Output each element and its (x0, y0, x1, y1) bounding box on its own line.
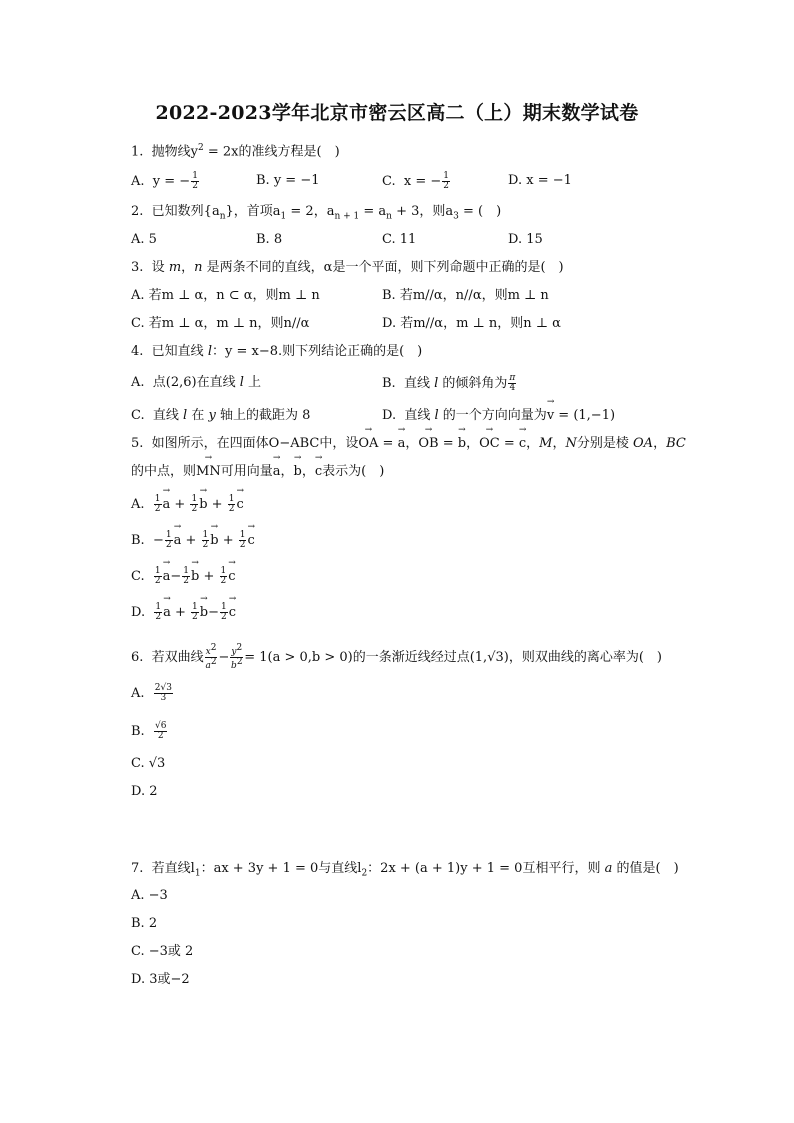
q2-option-a: A. 5 (131, 232, 157, 247)
q4-option-d: D. 直线 l 的一个方向向量为→ v = (1,−1) (382, 407, 615, 425)
q2-option-d: D. 15 (508, 232, 543, 247)
question-1: 1. 抛物线$y^2 = 2x$的准线方程是( ) (131, 143, 340, 160)
q3-option-b: B. 若m//α，n//α，则m ⊥ n (382, 288, 549, 303)
question-3: 3. 设 m，n 是两条不同的直线，α是一个平面，则下列命题中正确的是( ) (131, 260, 564, 275)
q2-option-c: C. 11 (382, 232, 417, 247)
q7-option-d: D. 3或−2 (131, 972, 190, 987)
q7-option-b: B. 2 (131, 916, 158, 931)
q1-option-b: B. y = −1 (256, 173, 320, 188)
q7-option-c: C. −3或 2 (131, 944, 194, 959)
q4-option-a: A. 点(2,6)在直线 l 上 (131, 375, 262, 390)
q7-option-a: A. −3 (131, 888, 168, 903)
q1-option-c: C. x = − $\frac{1}{2}$ (382, 171, 449, 191)
question-5: 5. 如图所示，在四面体O−ABC中，设→ OA = → a，→ OB = → b，→ OC = → c，M，N分别是棱 OA，BC (131, 435, 686, 453)
q1-option-a: A. y = − $\frac{1}{2}$ (131, 171, 198, 191)
q6-option-d: D. 2 (131, 784, 158, 799)
q3-option-a: A. 若m ⊥ α，n ⊂ α，则m ⊥ n (131, 288, 320, 303)
q5-option-b: B. − $\frac{1}{2}$ → a + $\frac{1}{2}$ → b + $\frac{1}{2}$ → c (131, 531, 255, 550)
question-6: 6. 若双曲线 $\frac{x^2}{a^2}$ − $\frac{y^2}{b^2}$ = 1(a > 0,b > 0)的一条渐近线经过点(1,√3)，则双曲线的离心率为( ) (131, 643, 662, 671)
q6-option-a: A. $\frac{2√3}{3}$ (131, 683, 172, 703)
q5-option-d: D. $\frac{1}{2}$ → a + $\frac{1}{2}$ → b− $\frac{1}{2}$ → c (131, 603, 236, 622)
q3-option-c: C. 若m ⊥ α，m ⊥ n，则n//α (131, 316, 310, 331)
question-4: 4. 已知直线 l：y = x−8.则下列结论正确的是( ) (131, 344, 423, 359)
q2-option-b: B. 8 (256, 232, 283, 247)
q5-option-a: A. $\frac{1}{2}$ → a + $\frac{1}{2}$ → b + $\frac{1}{2}$ → c (131, 495, 244, 514)
q4-option-b: B. 直线 l 的倾斜角为 $\frac{\pi}{4}$ (382, 373, 516, 393)
q5-option-c: C. $\frac{1}{2}$ → a− $\frac{1}{2}$ → b + $\frac{1}{2}$ → c (131, 567, 236, 586)
q6-option-c: C. √3 (131, 756, 166, 771)
q1-option-d: D. x = −1 (508, 173, 572, 188)
exam-title: 2022-2023学年北京市密云区高二（上）期末数学试卷 (155, 102, 639, 124)
question-7: 7. 若直线$l_1$：ax + 3y + 1 = 0与直线$l_2$：2x + (a + 1)y + 1 = 0互相平行，则 a 的值是( ) (131, 861, 679, 879)
q4-option-c: C. 直线 l 在 y 轴上的截距为 8 (131, 408, 311, 423)
q6-option-b: B. $\frac{√6}{2}$ (131, 721, 167, 741)
question-2: 2. 已知数列$\{a_n\}$，首项$a_1 = 2$，$a_{n + 1} = a_n + 3$，则$a_3$ = ( ) (131, 204, 502, 222)
question-5-cont: 的中点，则→ MN可用向量→ a，→ b，→ c表示为( ) (131, 463, 384, 481)
q3-option-d: D. 若m//α，m ⊥ n，则n ⊥ α (382, 316, 561, 331)
